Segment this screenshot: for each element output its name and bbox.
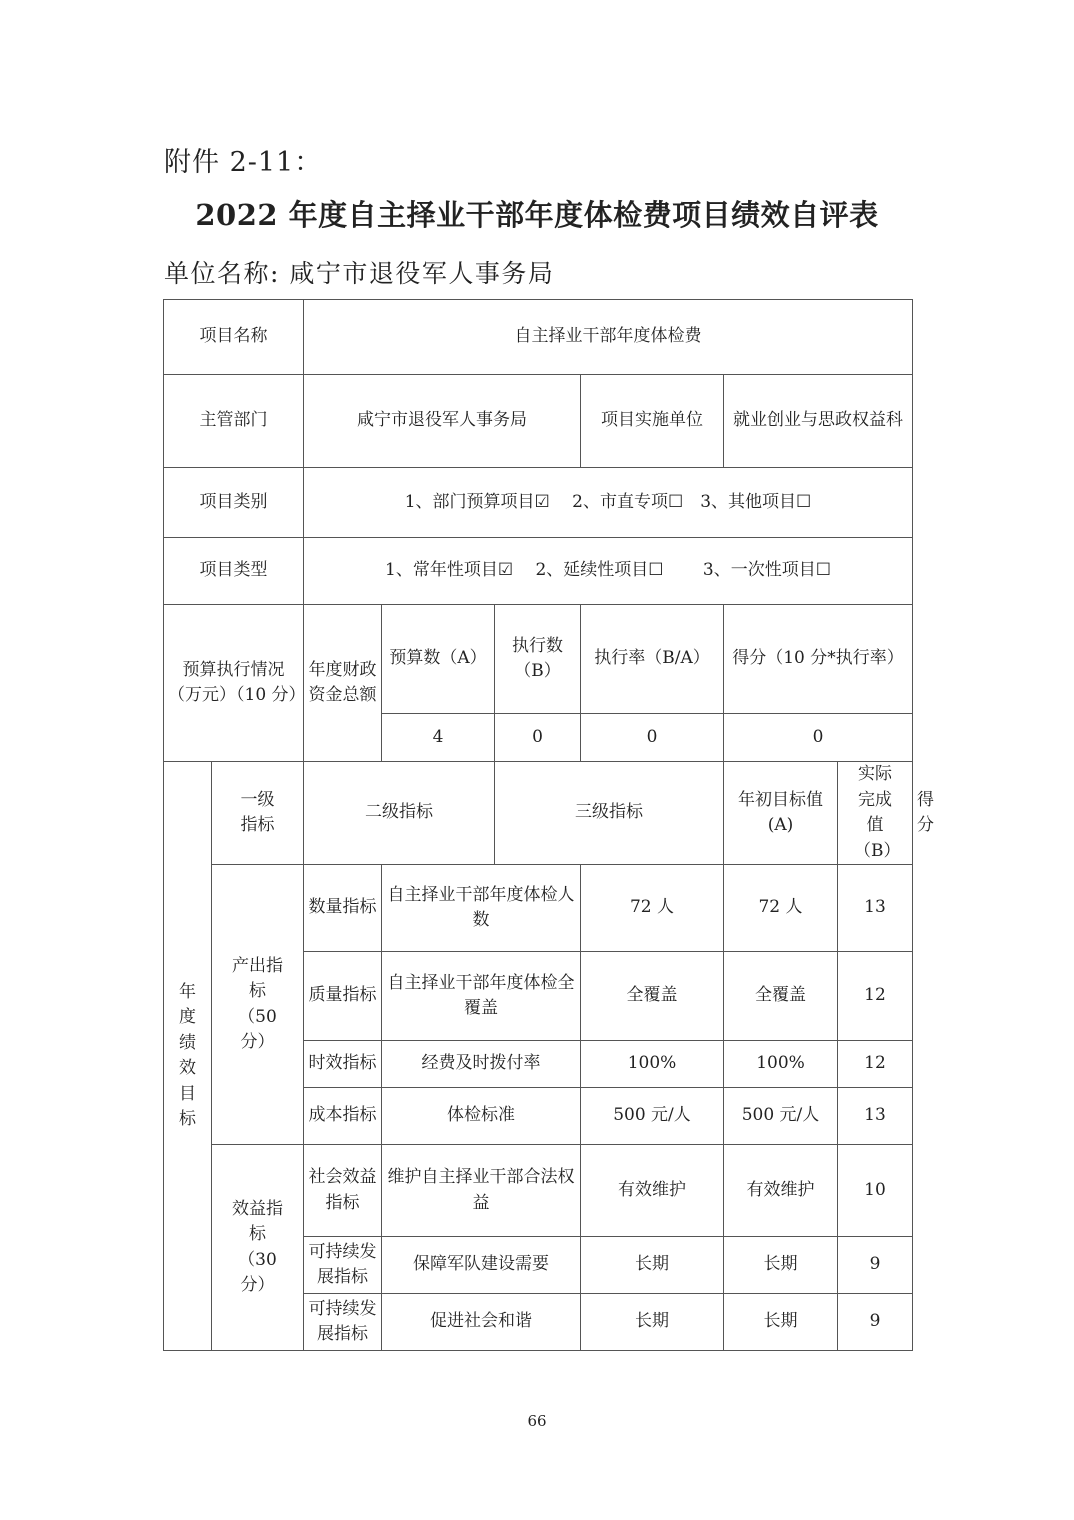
header-l3: 三级指标 <box>495 762 724 865</box>
header-l2: 二级指标 <box>304 762 495 865</box>
budget-val-score: 0 <box>724 714 913 762</box>
impl-value: 就业创业与思政权益科 <box>724 375 913 468</box>
row-actual: 长期 <box>724 1237 838 1294</box>
type-value: 1、常年性项目☑ 2、延续性项目☐ 3、一次性项目☐ <box>304 538 913 605</box>
budget-val-b: 0 <box>495 714 581 762</box>
row-actual: 长期 <box>724 1294 838 1351</box>
type-label: 项目类型 <box>164 538 304 605</box>
budget-header-row <box>164 605 913 714</box>
category-value: 1、部门预算项目☑ 2、市直专项☐ 3、其他项目☐ <box>304 468 913 538</box>
row-l3: 自主择业干部年度体检人数 <box>382 865 581 952</box>
budget-val-a: 4 <box>382 714 495 762</box>
row-l2: 可持续发展指标 <box>304 1294 382 1351</box>
row-score: 12 <box>838 952 913 1041</box>
row-target: 长期 <box>581 1237 724 1294</box>
budget-label: 预算执行情况（万元）（10 分） <box>164 605 304 762</box>
row-score: 10 <box>838 1145 913 1237</box>
row-score: 9 <box>838 1237 913 1294</box>
project-name-row <box>164 300 913 375</box>
row-l3: 自主择业干部年度体检全覆盖 <box>382 952 581 1041</box>
row-target: 500 元/人 <box>581 1088 724 1145</box>
project-name-label: 项目名称 <box>164 300 304 375</box>
row-l2: 成本指标 <box>304 1088 382 1145</box>
budget-col-rate: 执行率（B/A） <box>581 605 724 714</box>
evaluation-table <box>163 299 934 1351</box>
budget-col-a: 预算数（A） <box>382 605 495 714</box>
category-row <box>164 468 913 538</box>
row-target: 72 人 <box>581 865 724 952</box>
dept-value: 咸宁市退役军人事务局 <box>304 375 581 468</box>
budget-col-b: 执行数（B） <box>495 605 581 714</box>
type-row <box>164 538 913 605</box>
table-row <box>164 865 913 952</box>
page-title: 2022 年度自主择业干部年度体检费项目绩效自评表 <box>195 198 879 232</box>
row-target: 全覆盖 <box>581 952 724 1041</box>
row-l2: 社会效益指标 <box>304 1145 382 1237</box>
perf-side-label: 年度绩效目标 <box>164 762 212 1351</box>
row-l2: 可持续发展指标 <box>304 1237 382 1294</box>
unit-line <box>164 254 554 290</box>
row-l2: 时效指标 <box>304 1041 382 1088</box>
benefit-group-label: 效益指标（30 分） <box>212 1145 304 1351</box>
row-target: 100% <box>581 1041 724 1088</box>
row-score: 9 <box>838 1294 913 1351</box>
dept-row <box>164 375 913 468</box>
indicator-header-row: 年度绩效目标 一级指标 二级指标 三级指标 年初目标值(A) 实际完成值（B） 得分 <box>164 762 913 865</box>
budget-val-rate: 0 <box>581 714 724 762</box>
header-target: 年初目标值(A) <box>724 762 838 865</box>
unit-name: 咸宁市退役军人事务局 <box>289 259 555 288</box>
row-l2: 数量指标 <box>304 865 382 952</box>
row-target: 长期 <box>581 1294 724 1351</box>
row-actual: 500 元/人 <box>724 1088 838 1145</box>
impl-label: 项目实施单位 <box>581 375 724 468</box>
table-row <box>164 1145 913 1237</box>
row-l3: 体检标准 <box>382 1088 581 1145</box>
row-l3: 促进社会和谐 <box>382 1294 581 1351</box>
row-l3: 经费及时拨付率 <box>382 1041 581 1088</box>
output-group-label: 产出指标（50 分） <box>212 865 304 1145</box>
attachment-label: 附件 2-11： <box>164 147 323 178</box>
unit-label: 单位名称: <box>164 259 280 288</box>
row-score: 13 <box>838 865 913 952</box>
row-l3: 维护自主择业干部合法权益 <box>382 1145 581 1237</box>
row-target: 有效维护 <box>581 1145 724 1237</box>
header-l1: 一级指标 <box>212 762 304 865</box>
budget-total-label: 年度财政资金总额 <box>304 605 382 762</box>
row-score: 13 <box>838 1088 913 1145</box>
project-name-value: 自主择业干部年度体检费 <box>304 300 913 375</box>
budget-col-score: 得分（10 分*执行率） <box>724 605 913 714</box>
row-actual: 100% <box>724 1041 838 1088</box>
row-l2: 质量指标 <box>304 952 382 1041</box>
row-actual: 72 人 <box>724 865 838 952</box>
header-actual: 实际完成值（B） <box>838 762 913 865</box>
category-label: 项目类别 <box>164 468 304 538</box>
row-actual: 全覆盖 <box>724 952 838 1041</box>
row-actual: 有效维护 <box>724 1145 838 1237</box>
row-l3: 保障军队建设需要 <box>382 1237 581 1294</box>
row-score: 12 <box>838 1041 913 1088</box>
page-number: 66 <box>527 1412 547 1430</box>
dept-label: 主管部门 <box>164 375 304 468</box>
